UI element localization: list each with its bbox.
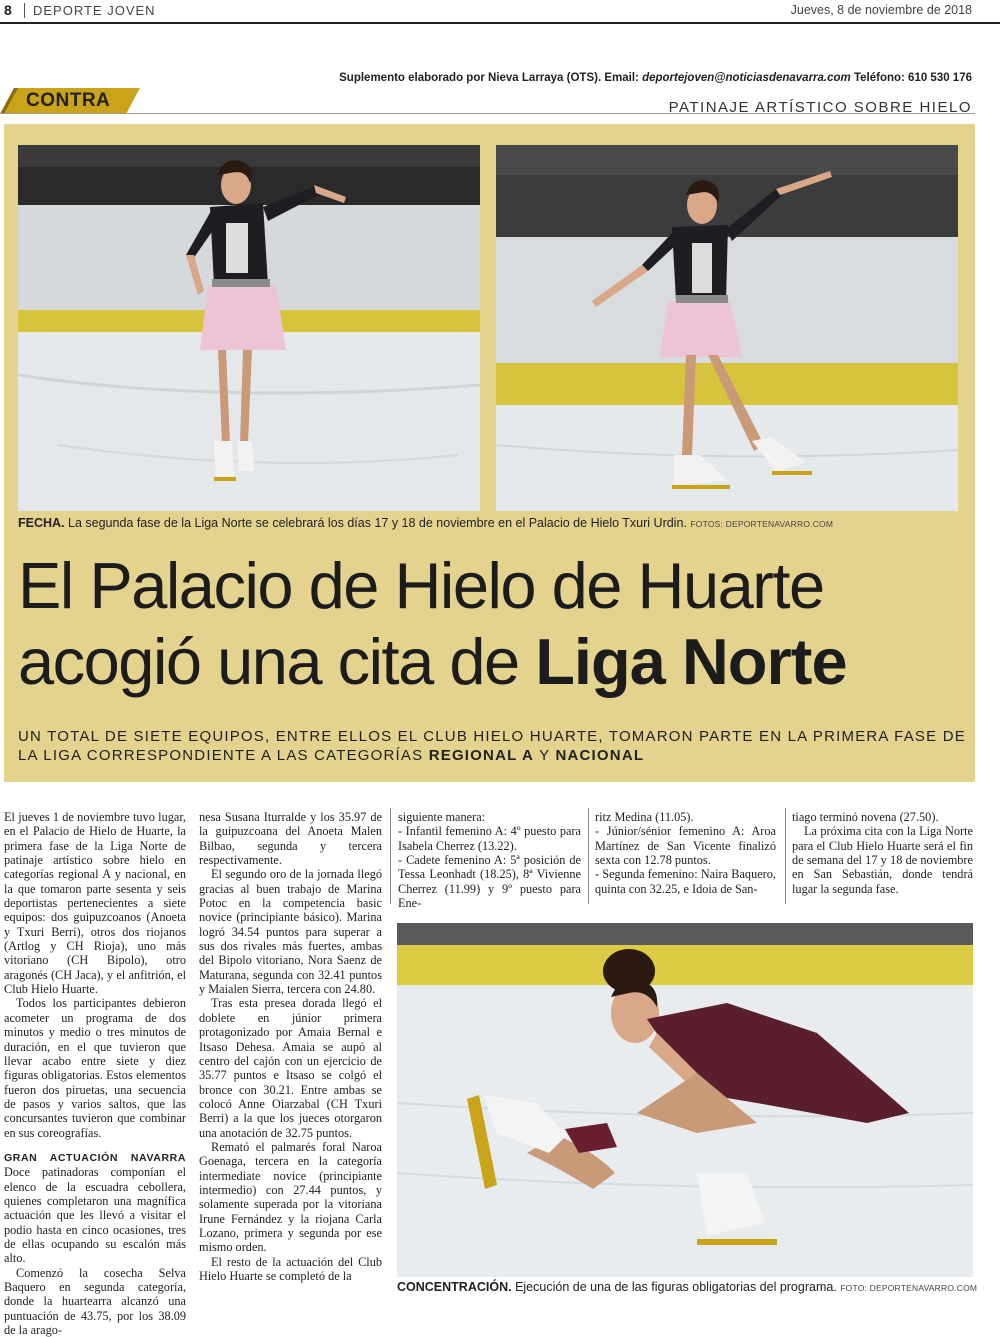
column-divider: [785, 808, 786, 904]
section-name: DEPORTE JOVEN: [24, 3, 156, 18]
results-line: - Cadete femenino A: 5ª posición de Tessa Leonhadt (18.25), 8ª Vivienne Cherrez (11.99) y 9º puesto para Ene-: [398, 853, 581, 911]
skater-photo-left: [18, 145, 480, 511]
article-column-5: [792, 810, 973, 896]
section-kicker: GRAN ACTUACIÓN NAVARRA: [4, 1151, 186, 1164]
kicker-text: Doce patinadoras componían el elenco de la escuadra cebollera, quienes completaron una magnífica actuación que les llevó a visitar el podio hasta en cinco ocasiones, tres de ellas ocupando su escalón más alto.: [4, 1165, 186, 1266]
article-column-4: [595, 810, 776, 896]
article-paragraph: siguiente manera:: [398, 810, 486, 824]
article-paragraph: Todos los participantes debieron acometer un programa de dos minutos y medio o tres minutos de duración, en el que tuvieron que llevar acabo entre siete y diez figuras obligatorias. Estos elementos fueron dos piruetas, una secuencia de pasos y varios saltos, que las concursantes tuvieron que combinar en sus coreografías.: [4, 996, 186, 1140]
article-paragraph: Tras esta presea dorada llegó el doblete en júnior primera protagonizado por Amaia Bernal e Itsaso Dehesa. Amaia se aupó al centro del cajón con un ejercicio de 35.77 puntos e Itsaso se colgó el bronce con 30.21. Entre ambas se colocó Anne Oiarzabal (CH Txuri Berri) a la que los jueces otorgaron una anotación de 32.75 puntos.: [199, 996, 382, 1140]
column-divider: [588, 808, 589, 904]
headline: [18, 548, 968, 700]
bottom-caption-text: Ejecución de una de las figuras obligatorias del programa.: [511, 1280, 837, 1294]
results-line: ritz Medina (11.05).: [595, 810, 694, 824]
article-column-3: [398, 810, 581, 910]
article-paragraph: El jueves 1 de noviembre tuvo lugar, en el Palacio de Hielo de Huarte, la primera fase de la Liga Norte de patinaje artístico sobre hielo en categorías regional A y nacional, en la que tomaron parte sesenta y seis deportistas pertenecientes a siete equipos: dos guipuzcoanos (Anoeta y Txuri Berri), otros dos riojanos (Artlog y CH Rioja), uno más vitoriano (CH Bipolo), otro aragonés (CH Jaca), y el anfitrión, el Club Hielo Huarte.: [4, 810, 186, 997]
column-divider: [390, 808, 391, 904]
results-line: - Júnior/sénior femenino A: Aroa Martínez de San Vicente finalizó sexta con 12.78 puntos.: [595, 824, 776, 868]
credits-email[interactable]: deportejoven@noticiasdenavarra.com: [642, 72, 851, 84]
article-paragraph: El segundo oro de la jornada llegó gracias al buen trabajo de Marina Potoc en la competencia basic novice (principiante básico). Marina logró 34.54 puntos para superar a sus dos rivales más fuertes, ambas del Bipolo vitoriano, Nora Saenz de Maturana, segunda con 32.41 puntos y Maialen Sierra, tercera con 24.80.: [199, 867, 382, 997]
article-paragraph: El resto de la actuación del Club Hielo Huarte se completó de la: [199, 1254, 382, 1283]
article-paragraph: [4, 1150, 186, 1266]
subhead-regional: REGIONAL A: [428, 747, 535, 764]
results-line: - Segunda femenino: Naira Baquero, quinta con 32.25, e Idoia de San-: [595, 867, 776, 896]
credits-phone: Teléfono: 610 530 176: [850, 72, 972, 84]
skater-photo-right: [496, 145, 958, 511]
bottom-caption-lead: CONCENTRACIÓN.: [397, 1280, 512, 1294]
headline-line-2-regular: acogió una cita de: [18, 625, 536, 698]
supplement-credits: [339, 72, 972, 84]
bottom-caption-credit: FOTO: DEPORTENAVARRO.COM: [840, 1283, 978, 1293]
article-paragraph: La próxima cita con la Liga Norte para el Club Hielo Huarte será el fin de semana del 17 y 18 de noviembre en San Sebastián, donde tendrá lugar la segunda fase.: [792, 824, 973, 896]
article-paragraph: Comenzó la cosecha Selva Baquero en segunda categoría, donde la huartearra alcanzó una puntuación de 43.75, por los 38.09 de la arago-: [4, 1265, 186, 1337]
results-line: - Infantil femenino A: 4º puesto para Isabela Cherrez (13.22).: [398, 824, 581, 853]
publication-date: Jueves, 8 de noviembre de 2018: [790, 3, 972, 17]
top-photo-caption: [18, 516, 968, 530]
article-paragraph: nesa Susana Iturralde y los 35.97 de la guipuzcoana del Anoeta Malen Bilbao, segunda y tercera respectivamente.: [199, 810, 382, 868]
top-caption-credit: FOTOS: DEPORTENAVARRO.COM: [690, 519, 834, 529]
bottom-photo-caption: [397, 1280, 978, 1294]
credits-prefix: Suplemento elaborado por Nieva Larraya (OTS). Email:: [339, 72, 643, 84]
subhead-part-1: UN TOTAL DE SIETE EQUIPOS, ENTRE ELLOS EL CLUB HIELO HUARTE, TOMARON PARTE EN LA PRIMERA FASE DE LA LIGA CORRESPONDIENTE A LAS CATEGORÍAS: [18, 728, 966, 764]
subheadline: [18, 727, 968, 765]
page-number: 8: [4, 2, 12, 18]
top-caption-text: La segunda fase de la Liga Norte se celebrará los días 17 y 18 de noviembre en el Palacio de Hielo Txuri Urdin.: [64, 516, 687, 530]
article-column-1: [4, 810, 186, 1337]
contra-label: CONTRA: [26, 90, 111, 111]
headline-line-2-bold: Liga Norte: [535, 625, 847, 698]
subhead-nacional: NACIONAL: [555, 747, 645, 764]
skater-photo-bottom: [397, 923, 973, 1277]
article-paragraph: Remató el palmarés foral Naroa Goenaga, tercera en la categoría intermediate novice (principiante intermedio) con 27.44 puntos, y solamente superada por la vitoriana Irune Fernández y la riojana Carla Lozano, primera y segunda por ese mismo orden.: [199, 1139, 382, 1255]
sport-label: PATINAJE ARTÍSTICO SOBRE HIELO: [668, 99, 972, 116]
article-column-2: [199, 810, 382, 1283]
article-paragraph: tiago terminó novena (27.50).: [792, 810, 939, 824]
headline-line-2: [18, 624, 968, 700]
subhead-part-2: Y: [534, 747, 556, 764]
headline-line-1: El Palacio de Hielo de Huarte: [18, 549, 824, 622]
top-caption-lead: FECHA.: [18, 516, 65, 530]
